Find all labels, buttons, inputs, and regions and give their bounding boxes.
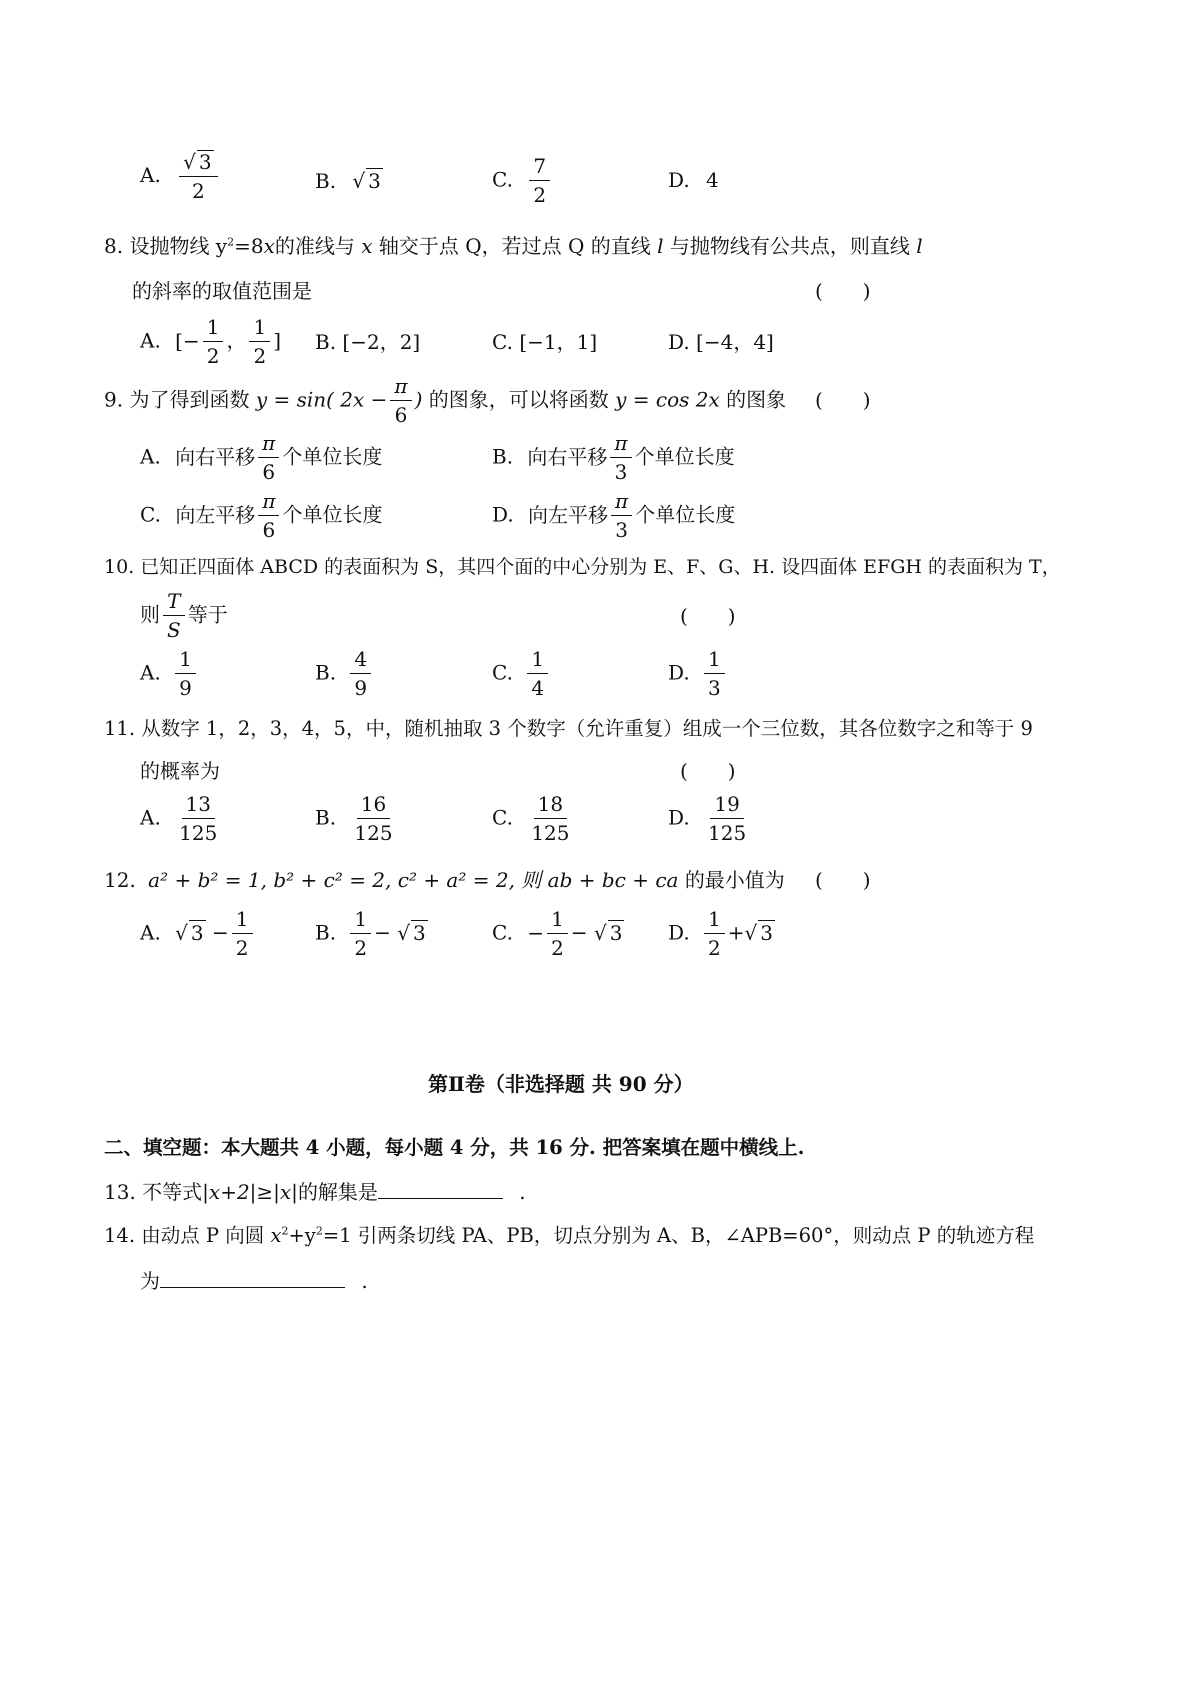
q8-stem-line2: 的斜率的取值范围是 <box>132 279 312 303</box>
q10-stem-line2: 则 $\frac{T}{S}$ 等于 <box>140 589 228 642</box>
q9-option-b: B. 向右平移 $\frac{\pi}{3}$ 个单位长度 <box>492 431 735 484</box>
q10-option-c: C. $\frac{1}{4}$ <box>492 648 551 700</box>
q10-answer-bracket: ( ) <box>680 604 736 628</box>
q12-option-a: A. √ 3 − $\frac{1}{2}$ <box>140 908 256 960</box>
q14-stem: 14. 由动点 P 向圆 $x^2+y^2=1$ 引两条切线 PA、PB，切点分别为 A、B，∠APB=60°，则动点 P 的轨迹方程 <box>104 1224 1035 1247</box>
q10-option-a: A. $\frac{1}{9}$ <box>140 648 199 700</box>
q9-stem: 9. 为了得到函数 y = sin( 2x − $\frac{\pi}{6}$ ) 的图象，可以将函数 y = cos 2x 的图象 <box>104 374 787 427</box>
q7-option-c: C. $\frac{7}{2}$ <box>492 155 553 207</box>
q8-option-c: C. [−1，1] <box>492 330 598 354</box>
q10-stem: 10. 已知正四面体 ABCD 的表面积为 S，其四个面的中心分别为 E、F、G、H. 设四面体 EFGH 的表面积为 T， <box>104 556 1061 578</box>
q11-option-b: B. $\frac{16}{125}$ <box>315 792 393 845</box>
q12-option-b: B. $\frac{1}{2}$ − √ 3 <box>315 907 426 960</box>
q13-stem: 13. 不等式|x+2|≥|x|的解集是 . <box>104 1180 526 1204</box>
q7-a-fraction: $\frac{√ 3}{2}$ <box>179 150 217 203</box>
q7-option-b: B. √ 3 <box>315 169 381 193</box>
q12-stem: 12. a² + b² = 1, b² + c² = 2, c² + a² = 2, 则 ab + bc + ca 的最小值为 <box>104 868 785 892</box>
q9-option-a: A. 向右平移 $\frac{\pi}{6}$ 个单位长度 <box>140 431 383 484</box>
q8-answer-bracket: ( ) <box>815 279 871 303</box>
q11-stem-line2: 的概率为 <box>140 759 220 783</box>
q14-stem-line2: 为 . <box>140 1269 368 1293</box>
q7-option-d: D. 4 <box>668 168 719 192</box>
q11-stem: 11. 从数字 1，2，3，4，5，中，随机抽取 3 个数字（允许重复）组成一个三位数，其各位数字之和等于 9 <box>104 717 1033 740</box>
q8-stem: 8. 设抛物线 $y^2=8x$的准线与 x 轴交于点 Q，若过点 Q 的直线 l 与抛物线有公共点，则直线 l <box>104 234 923 258</box>
q12-option-d: D. $\frac{1}{2}$ +√ 3 <box>668 907 774 960</box>
q11-option-c: C. $\frac{18}{125}$ <box>492 792 570 845</box>
section2-heading: 二、填空题：本大题共 4 小题，每小题 4 分，共 16 分. 把答案填在题中横线上. <box>104 1136 805 1159</box>
q10-option-b: B. $\frac{4}{9}$ <box>315 648 374 700</box>
q8-option-d: D. [−4，4] <box>668 330 774 354</box>
q11-option-a: A. $\frac{13}{125}$ <box>140 792 218 845</box>
q10-option-d: D. $\frac{1}{3}$ <box>668 648 728 700</box>
q12-option-c: C. − $\frac{1}{2}$ − √ 3 <box>492 907 623 960</box>
q13-answer-blank[interactable] <box>378 1178 503 1199</box>
q7-b-sqrt: √ 3 <box>352 169 381 193</box>
part2-title: 第Ⅱ卷（非选择题 共 90 分） <box>428 1072 694 1096</box>
q14-answer-blank[interactable] <box>160 1267 345 1288</box>
q11-answer-bracket: ( ) <box>680 759 736 783</box>
q7-option-a: A. $\frac{√ 3}{2}$ <box>140 150 221 203</box>
q9-answer-bracket: ( ) <box>815 388 871 412</box>
q9-option-d: D. 向左平移 $\frac{\pi}{3}$ 个单位长度 <box>492 489 736 542</box>
sqrt-symbol: √ 3 <box>183 150 212 174</box>
q8-option-b: B. [−2，2] <box>315 330 421 354</box>
q11-option-d: D. $\frac{19}{125}$ <box>668 792 747 845</box>
q8-option-a: A. [− $\frac{1}{2}$ ， $\frac{1}{2}$ ] <box>140 315 282 368</box>
q9-option-c: C. 向左平移 $\frac{\pi}{6}$ 个单位长度 <box>140 489 383 542</box>
q12-answer-bracket: ( ) <box>815 868 871 892</box>
